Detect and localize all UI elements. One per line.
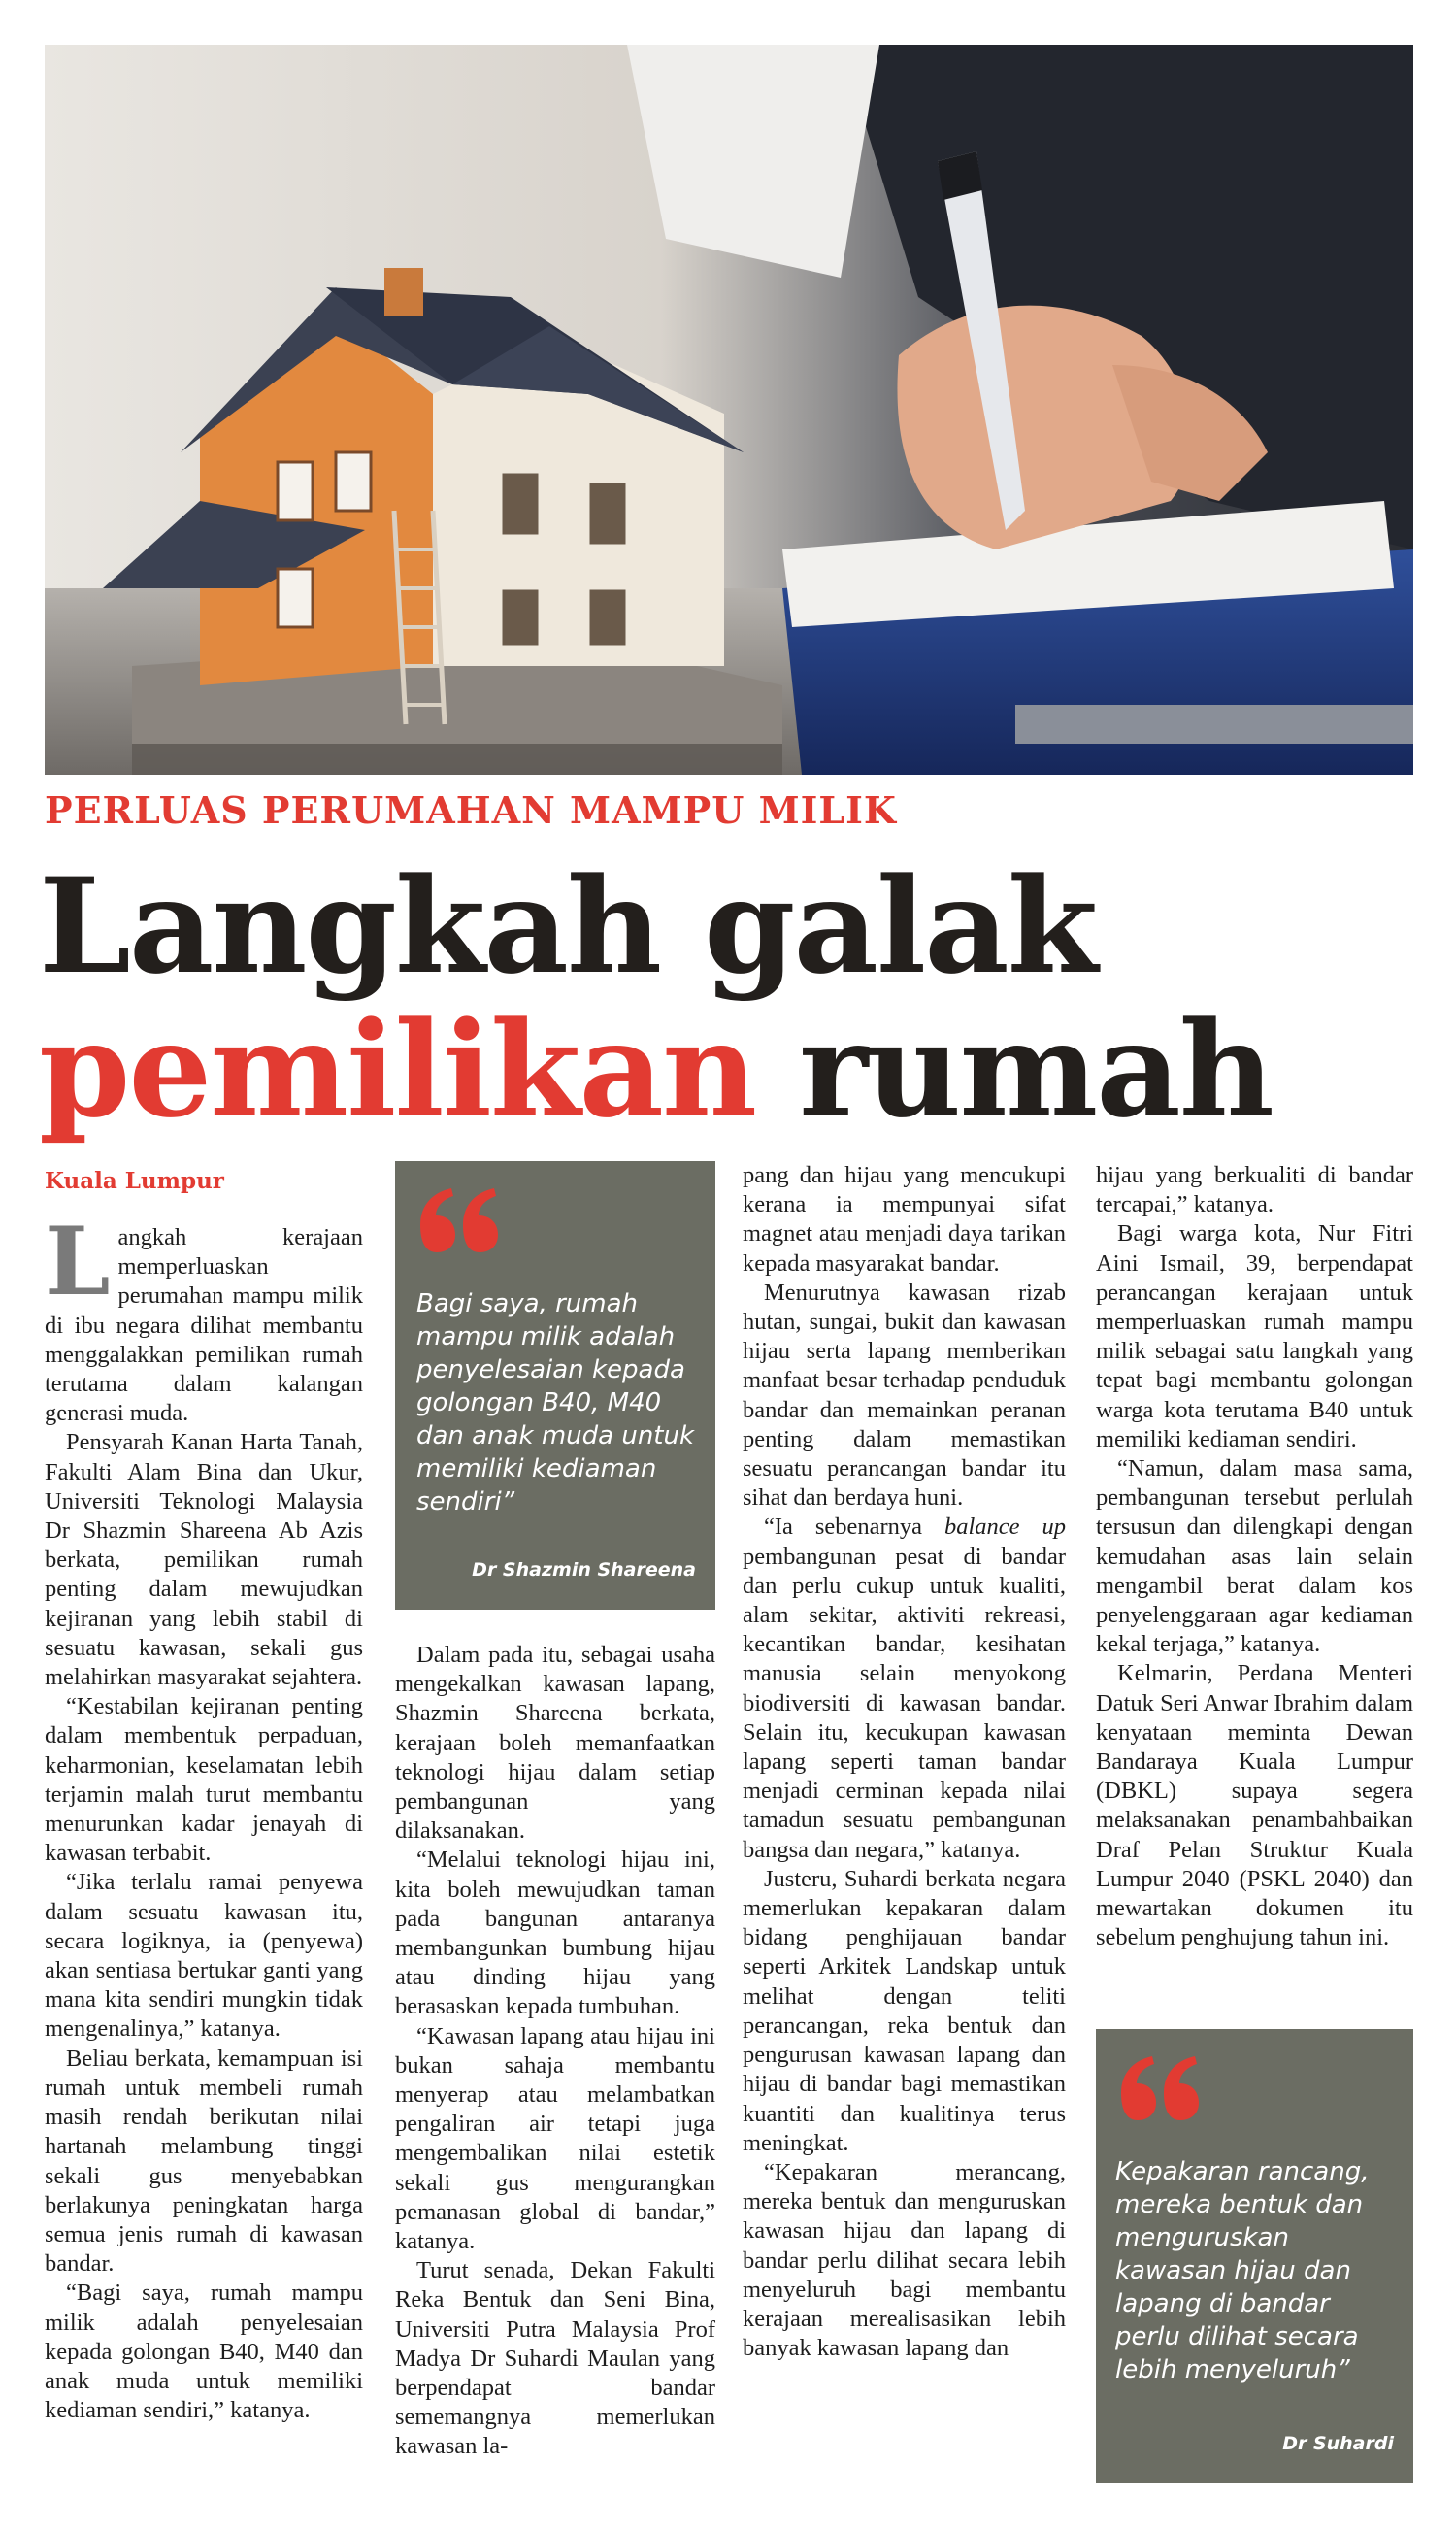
headline-line-1: Langkah galak — [39, 849, 1097, 1003]
drop-cap: L — [45, 1207, 111, 1316]
paragraph: Bagi warga kota, Nur Fitri Aini Ismail, 39, berpendapat perancangan kerajaan untuk memperluaskan rumah mampu milik sebagai satu langkah yang tepat bagi membantu golongan warga kota terutama B40 untuk memiliki kediaman sendiri. — [1096, 1220, 1413, 1452]
paragraph: Kelmarin, Perdana Menteri Datuk Seri Anwar Ibrahim dalam kenyataan meminta Dewan Bandaraya Kuala Lumpur (DBKL) supaya segera melaksanakan penambahbaikan Draf Pelan Struktur Kuala Lumpur 2040 (PSKL 2040) dan mewartakan dokumen itu sebelum penghujung tahun ini. — [1096, 1660, 1413, 1951]
paragraph-italic-term: balance up — [943, 1514, 1066, 1541]
paragraph: “Melalui teknologi hijau ini, kita boleh mewujudkan taman pada bangunan antaranya membangunkan bumbung hijau atau dinding hijau yang berasaskan kepada tumbuhan. — [395, 1847, 715, 2020]
headline-rest: rumah — [755, 992, 1273, 1147]
quote-mark-icon — [1117, 2054, 1203, 2122]
article-column-4 — [1096, 1161, 1413, 1952]
paragraph-text: pembangunan pesat di bandar dan perlu cukup untuk kualiti, alam sekitar, aktiviti rekreasi, kecantikan bandar, kesihatan manusia selain menyokong biodiversiti di kawasan bandar. Selain itu, kecukupan kawasan lapang seperti taman bandar menjadi cerminan kepada nilai tamadun sesuatu pembangunan bangsa dan negara,” katanya. — [743, 1543, 1066, 1863]
paragraph: Justeru, Suhardi berkata negara memerlukan kepakaran dalam bidang penghijauan bandar seperti Arkitek Landskap untuk melihat dengan teliti perancangan, reka bentuk dan pengurusan kawasan lapang dan hijau di bandar bagi memastikan kuantiti dan kualitinya terus meningkat. — [743, 1865, 1066, 2156]
headline-red-word: pemilikan — [39, 992, 756, 1147]
headline-line-2 — [39, 992, 1273, 1147]
paragraph: pang dan hijau yang mencukupi kerana ia mempunyai sifat magnet atau menjadi daya tarikan kepada masyarakat bandar. — [743, 1162, 1066, 1277]
kicker: PERLUAS PERUMAHAN MAMPU MILIK — [45, 788, 897, 832]
paragraph: “Kestabilan kejiranan penting dalam membentuk perpaduan, keharmonian, keselamatan lebih terjamin malah turut membantu menurunkan kadar jenayah di kawasan terbabit. — [45, 1693, 363, 1867]
paragraph: Menurutnya kawasan rizab hutan, sungai, bukit dan kawasan hijau serta lapang memberikan manfaat besar terhadap penduduk bandar dan memainkan peranan penting dalam memastikan sesuatu perancangan bandar itu sihat dan berdaya huni. — [743, 1279, 1066, 1512]
paragraph: “Kepakaran merancang, mereka bentuk dan menguruskan kawasan hijau dan lapang di bandar perlu dilihat secara lebih menyeluruh bagi membantu kerajaan merealisasikan lebih banyak kawasan lapang dan — [743, 2158, 1066, 2362]
dateline: Kuala Lumpur — [45, 1168, 224, 1194]
pull-quote-text: Bagi saya, rumah mampu milik adalah penyelesaian kepada golongan B40, M40 dan anak muda untuk memiliki kediaman sendiri” — [416, 1289, 695, 1516]
pull-quote-shazmin — [395, 1161, 715, 1610]
paragraph-text: “Ia sebenarnya — [764, 1514, 944, 1541]
paragraph — [45, 1207, 363, 1428]
paragraph: “Bagi saya, rumah mampu milik adalah penyelesaian kepada golongan B40, M40 dan anak muda untuk memiliki kediaman sendiri,” katanya. — [45, 2279, 363, 2424]
quote-mark-icon — [416, 1186, 502, 1254]
article-photo — [45, 45, 1413, 775]
pull-quote-suhardi — [1096, 2029, 1413, 2483]
paragraph — [743, 1513, 1066, 1864]
paragraph: Turut senada, Dekan Fakulti Reka Bentuk dan Seni Bina, Universiti Putra Malaysia Prof Madya Dr Suhardi Maulan yang berpendapat bandar sememangnya memerlukan kawasan la- — [395, 2257, 715, 2460]
paragraph: hijau yang berkualiti di bandar tercapai,” katanya. — [1096, 1162, 1413, 1218]
paragraph: Pensyarah Kanan Harta Tanah, Fakulti Alam Bina dan Ukur, Universiti Teknologi Malaysia Dr Shazmin Shareena Ab Azis berkata, pemilikan rumah penting dalam mewujudkan kejiranan yang lebih stabil di sesuatu kawasan, sekali gus melahirkan masyarakat sejahtera. — [45, 1429, 363, 1691]
pull-quote-text: Kepakaran rancang, mereka bentuk dan menguruskan kawasan hijau dan lapang di bandar perlu dilihat secara lebih menyeluruh” — [1115, 2157, 1370, 2384]
paragraph: “Jika terlalu ramai penyewa dalam sesuatu kawasan itu, secara logiknya, ia (penyewa) akan sentiasa bertukar ganti yang mana kita sendiri mungkin tidak mengenalinya,” katanya. — [45, 1869, 363, 2043]
paragraph: “Kawasan lapang atau hijau ini bukan sahaja membantu menyerap atau melambatkan pengaliran air tetapi juga mengembalikan nilai estetik sekali gus mengurangkan pemanasan global di bandar,” katanya. — [395, 2022, 715, 2255]
paragraph: Beliau berkata, kemampuan isi rumah untuk membeli rumah masih rendah berikutan nilai hartanah melambung tinggi sekali gus menyebabkan berlakunya peningkatan harga semua jenis rumah di kawasan bandar. — [45, 2045, 363, 2278]
headline — [39, 849, 1273, 1147]
paragraph: “Namun, dalam masa sama, pembangunan tersebut perlulah tersusun dan dilengkapi dengan kemudahan asas lain selain mengambil berat dalam kos penyelenggaraan agar kediaman kekal terjaga,” katanya. — [1096, 1455, 1413, 1658]
pull-quote-attribution: Dr Suhardi — [1282, 2433, 1394, 2454]
article-column-2 — [395, 1641, 715, 2462]
article-column-1 — [45, 1207, 363, 2425]
article-column-3 — [743, 1161, 1066, 2363]
paragraph-text: angkah kerajaan memperluaskan perumahan mampu milik di ibu negara dilihat membantu menggalakkan pemilikan rumah terutama dalam kalangan generasi muda. — [45, 1224, 363, 1427]
pull-quote-attribution: Dr Shazmin Shareena — [472, 1559, 696, 1581]
paragraph: Dalam pada itu, sebagai usaha mengekalkan kawasan lapang, Shazmin Shareena berkata, kerajaan boleh memanfaatkan teknologi hijau dalam setiap pembangunan yang dilaksanakan. — [395, 1642, 715, 1845]
